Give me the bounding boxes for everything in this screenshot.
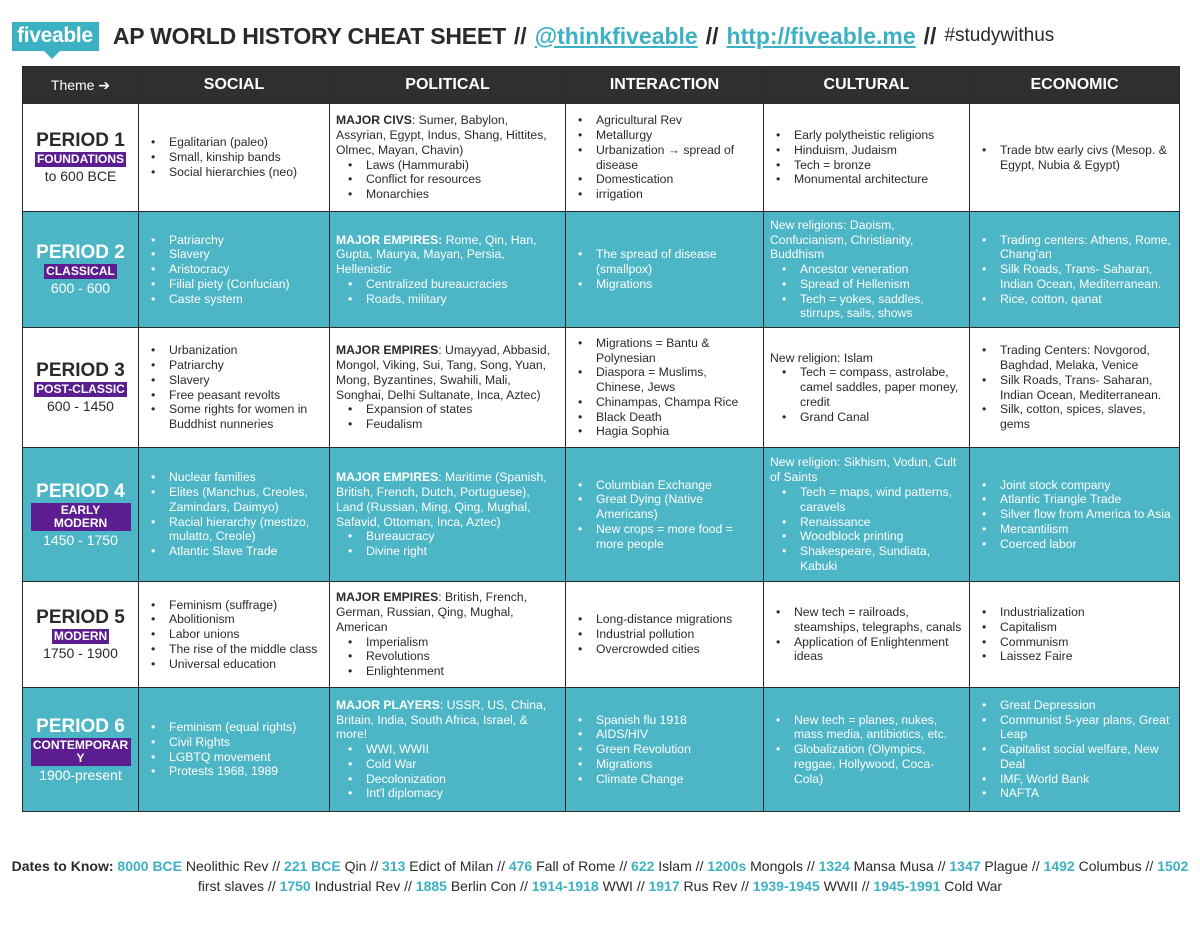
list-item: • Coerced labor: [976, 537, 1173, 552]
period-row: [23, 212, 1180, 328]
list-item: • Application of Enlightenment ideas: [770, 635, 963, 665]
list-item: • Spanish flu 1918: [572, 713, 757, 728]
social-list: [145, 720, 323, 779]
date-year: 1917: [648, 878, 680, 894]
interaction-cell: [566, 688, 764, 812]
date-year: 313: [382, 858, 406, 874]
period-number: PERIOD 3: [36, 360, 125, 381]
period-name: MODERN: [53, 629, 108, 643]
date-year: 622: [631, 858, 655, 874]
period-dates: 1900-present: [39, 766, 122, 783]
economic-cell: [970, 104, 1180, 212]
list-item: • Aristocracy: [145, 262, 323, 277]
list-item: • Centralized bureaucracies: [336, 277, 559, 292]
list-item: • Columbian Exchange: [572, 478, 757, 493]
economic-list: [976, 143, 1173, 173]
column-header-economic: ECONOMIC: [970, 67, 1180, 104]
social-list: [145, 233, 323, 307]
list-item: • Labor unions: [145, 627, 323, 642]
list-item: • Bureaucracy: [336, 529, 559, 544]
column-header-political: POLITICAL: [330, 67, 566, 104]
date-separator: //: [737, 878, 753, 894]
social-cell: [139, 328, 330, 448]
list-item: • Feudalism: [336, 417, 559, 432]
economic-list: [976, 605, 1173, 664]
cultural-cell: [764, 448, 970, 582]
list-item: • Early polytheistic religions: [770, 128, 963, 143]
list-item: • Laws (Hammurabi): [336, 158, 559, 173]
social-cell: [139, 212, 330, 328]
economic-list: [976, 233, 1173, 307]
political-lead-label: MAJOR EMPIRES: [336, 590, 439, 605]
list-item: • Great Dying (Native Americans): [572, 492, 757, 522]
date-year: 1502: [1157, 858, 1189, 874]
social-cell: [139, 582, 330, 688]
period-cell: [23, 212, 139, 328]
political-list: [336, 742, 559, 801]
period-dates: to 600 BCE: [44, 168, 117, 184]
period-number: PERIOD 6: [36, 715, 125, 737]
list-item: • Universal education: [145, 657, 323, 672]
date-separator: //: [268, 858, 284, 874]
cultural-lead: New religion: Sikhism, Vodun, Cult of Saints: [770, 455, 957, 485]
list-item: • Egalitarian (paleo): [145, 135, 323, 150]
political-lead-label: MAJOR EMPIRES: [336, 470, 439, 485]
political-cell: [330, 328, 566, 448]
list-item: • Filial piety (Confucian): [145, 277, 323, 292]
political-lead-label: MAJOR CIVS: [336, 113, 412, 128]
date-event: Cold War: [944, 878, 1003, 894]
list-item: • Climate Change: [572, 772, 757, 787]
list-item: • Conflict for resources: [336, 172, 559, 187]
title-separator: //: [513, 22, 527, 49]
list-item: • Racial hierarchy (mestizo, mulatto, Creole): [145, 515, 323, 545]
date-separator: //: [615, 858, 632, 874]
economic-list: [976, 478, 1173, 552]
economic-list: [976, 343, 1173, 432]
list-item: • Metallurgy: [572, 128, 757, 143]
list-item: • irrigation: [572, 187, 757, 202]
list-item: • Feminism (equal rights): [145, 720, 323, 735]
page-header: [12, 18, 1192, 54]
period-cell: [23, 688, 139, 812]
political-list: [336, 635, 559, 679]
date-separator: //: [933, 858, 950, 874]
list-item: • Green Revolution: [572, 742, 757, 757]
date-year: 1324: [818, 858, 850, 874]
list-item: • Social hierarchies (neo): [145, 165, 323, 180]
list-item: • New tech = planes, nukes, mass media, antibiotics, etc.: [770, 713, 963, 743]
list-item: • Industrialization: [976, 605, 1173, 620]
political-lead-label: MAJOR PLAYERS: [336, 697, 440, 712]
cheat-sheet-table: [22, 66, 1180, 812]
date-event: WWI: [602, 878, 633, 894]
cultural-cell: [764, 212, 970, 328]
column-header-social: SOCIAL: [139, 67, 330, 104]
period-dates: 600 - 1450: [47, 398, 114, 414]
list-item: • Decolonization: [336, 772, 559, 787]
date-year: 221 BCE: [283, 858, 341, 874]
social-list: [145, 135, 323, 179]
date-event: Neolithic Rev: [185, 858, 269, 874]
list-item: • Overcrowded cities: [572, 642, 757, 657]
list-item: • AIDS/HIV: [572, 727, 757, 742]
list-item: • Hinduism, Judaism: [770, 143, 963, 158]
cultural-lead: New religions: Daoism, Confucianism, Christianity, Buddhism: [770, 217, 914, 262]
website-link[interactable]: http://fiveable.me: [726, 22, 916, 49]
list-item: • Roads, military: [336, 292, 559, 307]
date-event: Industrial Rev: [314, 878, 401, 894]
list-item: • Communist 5-year plans, Great Leap: [976, 713, 1173, 743]
period-cell: [23, 582, 139, 688]
date-separator: //: [493, 858, 509, 874]
social-cell: [139, 688, 330, 812]
list-item: • Monarchies: [336, 187, 559, 202]
list-item: • Small, kinship bands: [145, 150, 323, 165]
date-event: Mongols: [750, 858, 804, 874]
interaction-cell: [566, 582, 764, 688]
period-number: PERIOD 5: [36, 607, 125, 628]
list-item: • Black Death: [572, 410, 757, 425]
list-item: • Tech = yokes, saddles, stirrups, sails, shows: [770, 292, 963, 322]
list-item: • Long-distance migrations: [572, 612, 757, 627]
list-item: • Hagia Sophia: [572, 424, 757, 439]
period-name: EARLY MODERN: [31, 503, 131, 531]
list-item: • Imperialism: [336, 635, 559, 650]
handle-separator: //: [705, 22, 719, 49]
political-lead-text: Rome, Qin, Han, Gupta, Maurya, Mayan, Persia, Hellenistic: [336, 232, 537, 277]
date-year: 1200s: [707, 858, 747, 874]
column-header-theme: Theme ➔: [23, 67, 139, 104]
period-row: [23, 582, 1180, 688]
political-lead-text: : Umayyad, Abbasid, Mongol, Viking, Sui, Tang, Song, Yuan, Mong, Byzantines, Swahili, Mali, Songhai, Delhi Sultanate, Inca, Aztec): [336, 343, 551, 402]
list-item: • Free peasant revolts: [145, 388, 323, 403]
date-separator: //: [264, 878, 280, 894]
cultural-cell: [764, 688, 970, 812]
cultural-lead: New religion: Islam: [770, 350, 873, 365]
political-lead: [336, 590, 559, 634]
cultural-list: [770, 713, 963, 787]
date-year: 8000 BCE: [117, 858, 182, 874]
list-item: • Caste system: [145, 292, 323, 307]
interaction-list: [572, 113, 757, 202]
date-year: 1914-1918: [531, 878, 599, 894]
period-cell: [23, 328, 139, 448]
political-lead: [336, 113, 559, 157]
list-item: • Trade btw early civs (Mesop. & Egypt, Nubia & Egypt): [976, 143, 1173, 173]
list-item: • New crops = more food = more people: [572, 522, 757, 552]
list-item: • Silver flow from America to Asia: [976, 507, 1173, 522]
political-lead: [336, 233, 559, 277]
period-dates: 1750 - 1900: [43, 645, 118, 661]
date-event: Rus Rev: [683, 878, 738, 894]
interaction-cell: [566, 448, 764, 582]
list-item: • The rise of the middle class: [145, 642, 323, 657]
date-event: Qin: [344, 858, 367, 874]
list-item: • Woodblock printing: [770, 529, 963, 544]
list-item: • Abolitionism: [145, 612, 323, 627]
date-separator: //: [803, 858, 819, 874]
url-separator: //: [923, 22, 937, 49]
list-item: • Renaissance: [770, 515, 963, 530]
interaction-list: [572, 612, 757, 656]
date-event: Mansa Musa: [853, 858, 934, 874]
social-cell: [139, 448, 330, 582]
economic-list: [976, 698, 1173, 802]
political-list: [336, 277, 559, 307]
political-lead: [336, 343, 559, 402]
list-item: • Nuclear families: [145, 470, 323, 485]
date-separator: //: [400, 878, 416, 894]
date-event: Edict of Milan: [409, 858, 494, 874]
column-header-interaction: INTERACTION: [566, 67, 764, 104]
interaction-list: [572, 713, 757, 787]
list-item: • IMF, World Bank: [976, 772, 1173, 787]
list-item: • Silk Roads, Trans- Saharan, Indian Ocean, Mediterranean.: [976, 262, 1173, 292]
political-lead-text: : Sumer, Babylon, Assyrian, Egypt, Indus, Shang, Hittites, Olmec, Mayan, Chavin): [336, 113, 547, 157]
date-separator: //: [691, 858, 708, 874]
interaction-list: [572, 247, 757, 291]
list-item: • Ancestor veneration: [770, 262, 963, 277]
date-year: 476: [508, 858, 533, 874]
list-item: • Divine right: [336, 544, 559, 559]
cultural-list: [770, 605, 963, 664]
date-event: Islam: [658, 858, 692, 874]
date-event: Fall of Rome: [536, 858, 616, 874]
list-item: • Urbanization: [145, 343, 323, 358]
list-item: • Enlightenment: [336, 664, 559, 679]
political-cell: [330, 448, 566, 582]
period-name: POST-CLASSIC: [36, 382, 125, 396]
date-year: 1945-1991: [873, 878, 941, 894]
period-number: PERIOD 4: [36, 480, 125, 502]
social-list: [145, 470, 323, 559]
list-item: • New tech = railroads, steamships, telegraphs, canals: [770, 605, 963, 635]
interaction-cell: [566, 212, 764, 328]
list-item: • Globalization (Olympics, reggae, Hollywood, Coca-Cola): [770, 742, 963, 786]
list-item: • Expansion of states: [336, 402, 559, 417]
list-item: • Migrations = Bantu & Polynesian: [572, 336, 757, 366]
date-year: 1347: [949, 858, 981, 874]
date-year: 1492: [1043, 858, 1075, 874]
cultural-list: [770, 485, 963, 574]
period-number: PERIOD 2: [36, 242, 125, 263]
list-item: • Spread of Hellenism: [770, 277, 963, 292]
list-item: • Atlantic Triangle Trade: [976, 492, 1173, 507]
dates-to-know: [0, 856, 1200, 896]
page-title: AP WORLD HISTORY CHEAT SHEET: [112, 22, 506, 49]
list-item: • NAFTA: [976, 786, 1173, 801]
period-name: CONTEMPORARY: [31, 738, 131, 766]
economic-cell: [970, 328, 1180, 448]
date-separator: //: [857, 878, 874, 894]
list-item: • Patriarchy: [145, 233, 323, 248]
list-item: • Trading Centers: Novgorod, Baghdad, Melaka, Venice: [976, 343, 1173, 373]
date-year: 1750: [279, 878, 311, 894]
interaction-cell: [566, 104, 764, 212]
list-item: • Tech = bronze: [770, 158, 963, 173]
list-item: • Grand Canal: [770, 410, 963, 425]
political-lead-text: : British, French, German, Russian, Qing, Mughal, American: [336, 590, 527, 634]
period-cell: [23, 448, 139, 582]
date-separator: //: [1028, 858, 1044, 874]
list-item: • Civil Rights: [145, 735, 323, 750]
list-item: • Tech = maps, wind patterns, caravels: [770, 485, 963, 515]
list-item: • Joint stock company: [976, 478, 1173, 493]
economic-cell: [970, 582, 1180, 688]
political-cell: [330, 582, 566, 688]
fiveable-logo[interactable]: fiveable: [12, 22, 99, 51]
date-event: first slaves: [197, 878, 265, 894]
list-item: • Int'l diplomacy: [336, 786, 559, 801]
list-item: • Communism: [976, 635, 1173, 650]
list-item: • Silk Roads, Trans- Saharan, Indian Ocean, Mediterranean.: [976, 373, 1173, 403]
date-event: Plague: [984, 858, 1029, 874]
date-year: 1939-1945: [752, 878, 820, 894]
cultural-cell: [764, 104, 970, 212]
political-lead: [336, 470, 559, 529]
period-number: PERIOD 1: [36, 130, 125, 151]
list-item: • WWI, WWII: [336, 742, 559, 757]
list-item: • Migrations: [572, 277, 757, 292]
political-list: [336, 402, 559, 432]
date-event: Berlin Con: [450, 878, 517, 894]
interaction-list: [572, 336, 757, 440]
list-item: • Tech = compass, astrolabe, camel saddles, paper money, credit: [770, 365, 963, 409]
date-event: WWII: [823, 878, 858, 894]
date-separator: //: [1141, 858, 1158, 874]
list-item: • Diaspora = Muslims, Chinese, Jews: [572, 365, 757, 395]
list-item: • Patriarchy: [145, 358, 323, 373]
period-row: [23, 328, 1180, 448]
list-item: • Protests 1968, 1989: [145, 764, 323, 779]
list-item: • Capitalism: [976, 620, 1173, 635]
list-item: • Some rights for women in Buddhist nunneries: [145, 402, 323, 432]
date-year: 1885: [415, 878, 447, 894]
dates-label: Dates to Know:: [11, 858, 114, 874]
cultural-cell: [764, 582, 970, 688]
cultural-list: [770, 128, 963, 187]
twitter-handle-link[interactable]: @thinkfiveable: [534, 22, 698, 49]
list-item: • Elites (Manchus, Creoles, Zamindars, Daimyo): [145, 485, 323, 515]
list-item: • Great Depression: [976, 698, 1173, 713]
interaction-cell: [566, 328, 764, 448]
list-item: • Monumental architecture: [770, 172, 963, 187]
cultural-list: [770, 365, 963, 424]
list-item: • Feminism (suffrage): [145, 598, 323, 613]
list-item: • Mercantilism: [976, 522, 1173, 537]
list-item: • Slavery: [145, 247, 323, 262]
date-event: Columbus: [1078, 858, 1142, 874]
hashtag: #studywithus: [944, 25, 1055, 46]
period-row: [23, 688, 1180, 812]
period-row: [23, 448, 1180, 582]
period-dates: 600 - 600: [50, 280, 111, 296]
table-header-row: [23, 67, 1180, 104]
political-lead: [336, 698, 559, 742]
list-item: • Atlantic Slave Trade: [145, 544, 323, 559]
list-item: • Domestication: [572, 172, 757, 187]
list-item: • LGBTQ movement: [145, 750, 323, 765]
social-list: [145, 598, 323, 672]
political-lead-text: : USSR, US, China, Britain, India, South Africa, Israel, & more!: [336, 697, 547, 742]
period-cell: [23, 104, 139, 212]
economic-cell: [970, 212, 1180, 328]
economic-cell: [970, 688, 1180, 812]
list-item: • Silk, cotton, spices, slaves, gems: [976, 402, 1173, 432]
list-item: • Industrial pollution: [572, 627, 757, 642]
date-separator: //: [516, 878, 532, 894]
list-item: • Agricultural Rev: [572, 113, 757, 128]
political-list: [336, 158, 559, 202]
list-item: • Migrations: [572, 757, 757, 772]
date-separator: //: [632, 878, 649, 894]
political-cell: [330, 212, 566, 328]
interaction-list: [572, 478, 757, 552]
period-name: FOUNDATIONS: [36, 152, 125, 166]
list-item: • Laissez Faire: [976, 649, 1173, 664]
cultural-list: [770, 262, 963, 321]
political-lead-text: : Maritime (Spanish, British, French, Dutch, Portuguese), Land (Russian, Ming, Qing, Mughal, Safavid, Ottoman, Inca, Aztec): [336, 470, 547, 529]
period-name: CLASSICAL: [46, 264, 115, 278]
list-item: • Capitalist social welfare, New Deal: [976, 742, 1173, 772]
political-list: [336, 529, 559, 559]
list-item: • Revolutions: [336, 649, 559, 664]
list-item: • Chinampas, Champa Rice: [572, 395, 757, 410]
list-item: • Rice, cotton, qanat: [976, 292, 1173, 307]
list-item: • Slavery: [145, 373, 323, 388]
political-cell: [330, 688, 566, 812]
social-list: [145, 343, 323, 432]
economic-cell: [970, 448, 1180, 582]
list-item: • Cold War: [336, 757, 559, 772]
cultural-cell: [764, 328, 970, 448]
period-row: [23, 104, 1180, 212]
date-separator: //: [366, 858, 382, 874]
period-dates: 1450 - 1750: [43, 531, 118, 548]
list-item: • Trading centers: Athens, Rome, Chang'an: [976, 233, 1173, 263]
column-header-cultural: CULTURAL: [764, 67, 970, 104]
political-lead-label: MAJOR EMPIRES:: [336, 232, 443, 247]
list-item: • The spread of disease (smallpox): [572, 247, 757, 277]
social-cell: [139, 104, 330, 212]
list-item: • Urbanization → spread of disease: [572, 143, 757, 173]
political-cell: [330, 104, 566, 212]
political-lead-label: MAJOR EMPIRES: [336, 343, 439, 358]
list-item: • Shakespeare, Sundiata, Kabuki: [770, 544, 963, 574]
